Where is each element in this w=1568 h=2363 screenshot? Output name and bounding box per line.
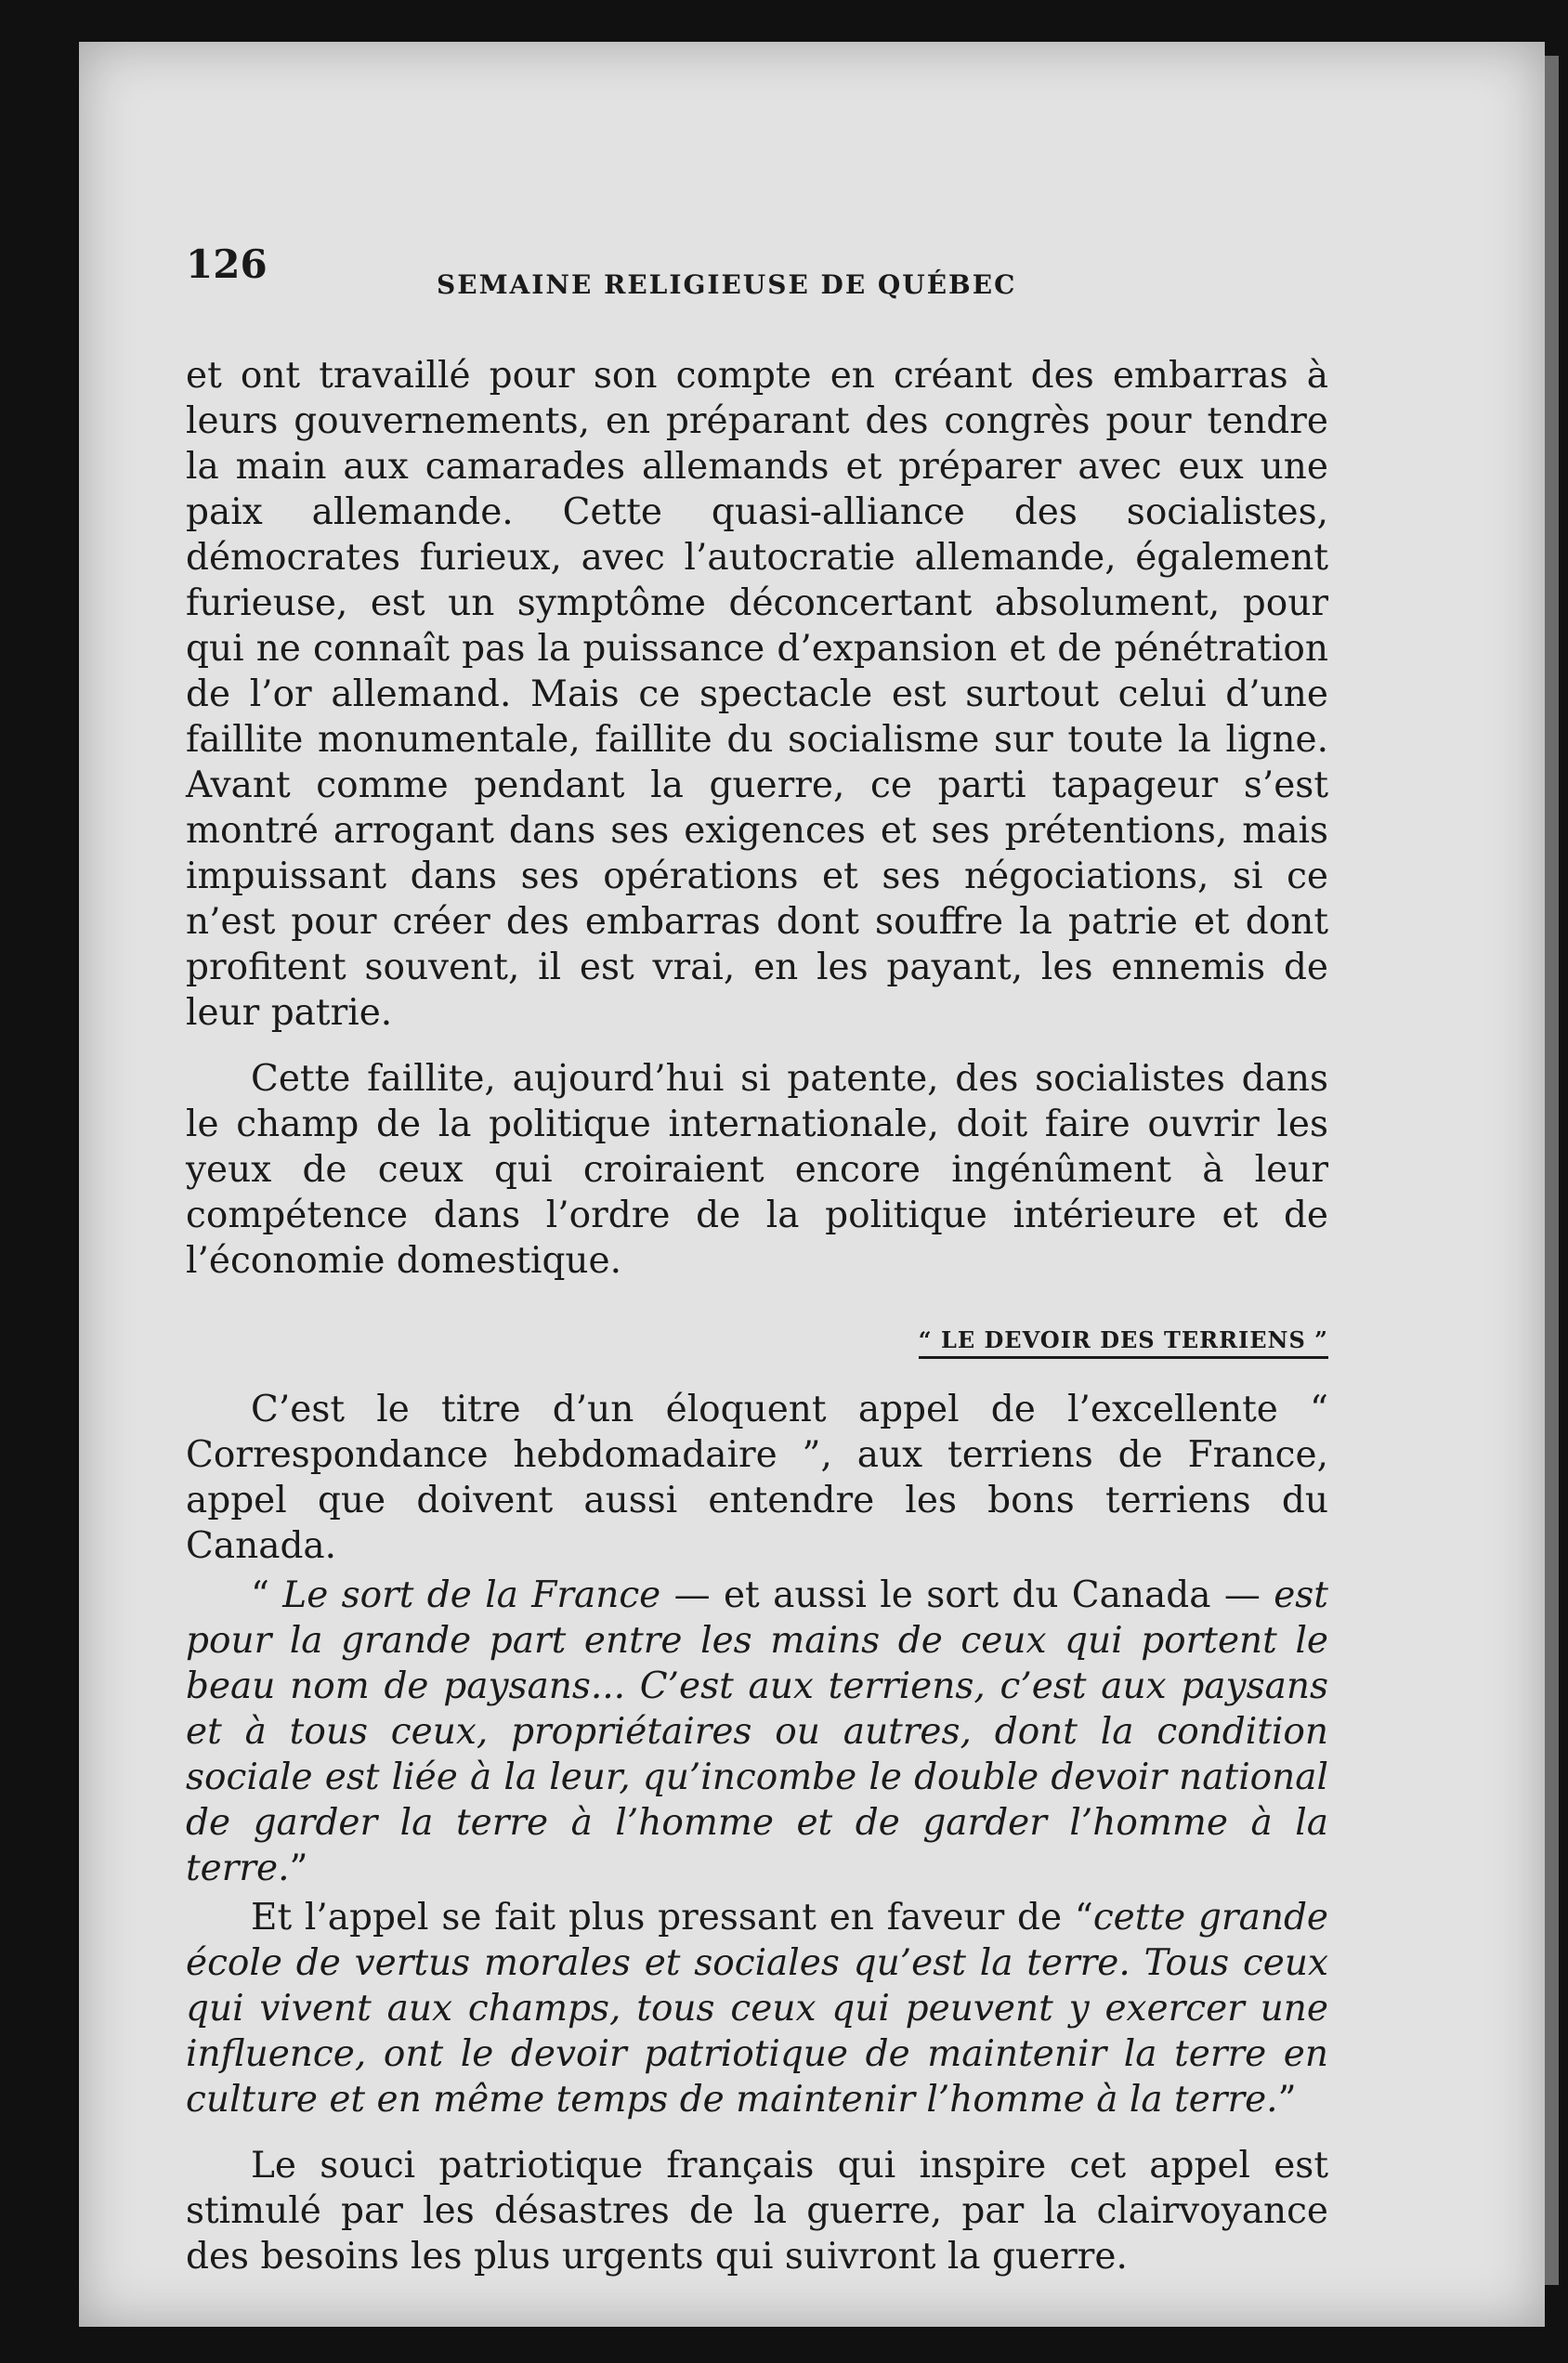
paragraph-2: Cette faillite, aujourd’hui si patente, des socialistes dans le champ de la politique internationale, doit faire ouvrir les yeux de ceux qui croiraient encore ingénûment à leur compétence dans l’ordre de la politique intérieure et de l’économie domestique. bbox=[186, 1058, 1328, 1282]
paragraph-5-close-quote: ” bbox=[1277, 2079, 1297, 2121]
quote-italic-1: Le sort de la France bbox=[282, 1574, 661, 1616]
paragraph-6: Le souci patriotique français qui inspire cet appel est stimulé par les désastres de la guerre, par la clairvoyance des besoins les plus urgents qui suivront la guerre. bbox=[186, 2145, 1328, 2278]
paragraph-5-italic: cette grande école de vertus morales et sociales qu’est la terre. Tous ceux qui vivent aux champs, tous ceux qui peuvent y exercer une influence, ont le devoir patriotique de maintenir la terre en culture et en même temps de maintenir l’homme à la terre. bbox=[186, 1897, 1328, 2121]
body-text bbox=[186, 353, 1328, 2279]
open-quote: “ bbox=[251, 1574, 283, 1616]
running-head: SEMAINE RELIGIEUSE DE QUÉBEC bbox=[437, 269, 1017, 300]
paragraph-5-roman: Et l’appel se fait plus pressant en faveur de “ bbox=[251, 1897, 1093, 1939]
paragraph-4-quote bbox=[186, 1573, 1328, 1891]
close-quote: ” bbox=[289, 1847, 308, 1889]
page-header bbox=[186, 242, 1328, 316]
quote-roman-1: — et aussi le sort du Canada — bbox=[660, 1574, 1261, 1616]
page-number: 126 bbox=[186, 242, 268, 287]
paragraph-3: C’est le titre d’un éloquent appel de l’excellente “ Correspondance hebdomadaire ”, aux terriens de France, appel que doivent aussi entendre les bons terriens du Canada. bbox=[186, 1389, 1328, 1567]
section-heading-text: “ LE DEVOIR DES TERRIENS ” bbox=[919, 1326, 1328, 1359]
paragraph-5 bbox=[186, 1895, 1328, 2122]
paragraph-1: et ont travaillé pour son compte en créant des embarras à leurs gouvernements, en préparant des congrès pour tendre la main aux camarades allemands et préparer avec eux une paix allemande. Cette quasi-alliance des socialistes, démocrates furieux, avec l’autocratie allemande, également furieuse, est un symptôme déconcertant absolument, pour qui ne connaît pas la puissance d’expansion et de pénétration de l’or allemand. Mais ce spectacle est surtout celui d’une faillite monumentale, faillite du socialisme sur toute la ligne. Avant comme pendant la guerre, ce parti tapageur s’est montré arrogant dans ses exigences et ses prétentions, mais impuissant dans ses opérations et ses négociations, si ce n’est pour créer des embarras dont souffre la patrie et dont profitent souvent, il est vrai, en les payant, les ennemis de leur patrie. bbox=[186, 355, 1328, 1034]
quote-italic-2: est pour la grande part entre les mains de ceux qui portent le beau nom de paysans... C’est aux terriens, c’est aux paysans et à tous ceux, propriétaires ou autres, dont la condition sociale est liée à la leur, qu’incombe le double devoir national de garder la terre à l’homme et de garder l’homme à la terre. bbox=[186, 1574, 1328, 1889]
section-heading bbox=[186, 1317, 1328, 1363]
